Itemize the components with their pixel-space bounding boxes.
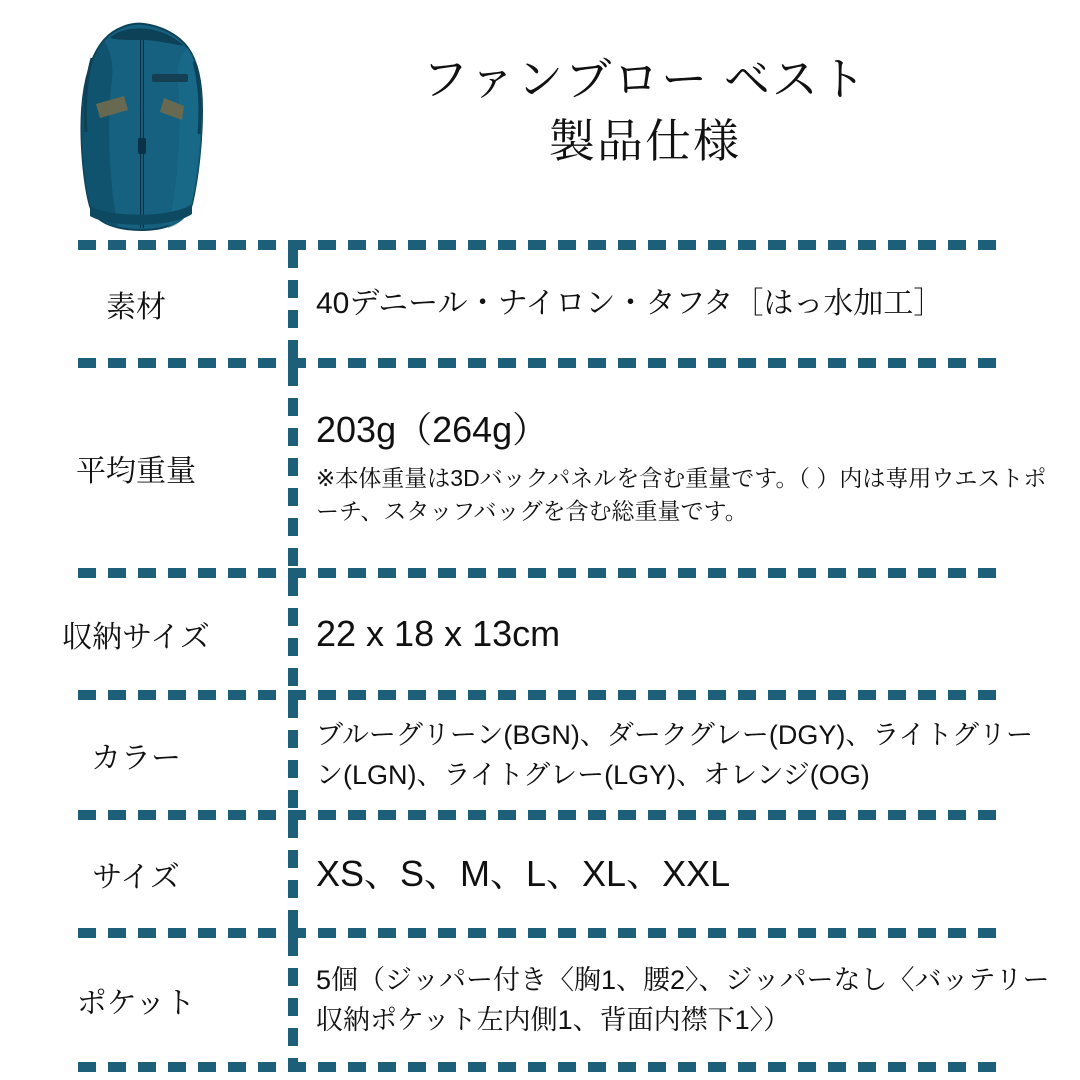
spec-value-average-weight-note: ※本体重量は3Dバックパネルを含む重量です。（ ）内は専用ウエストポーチ、スタッフバッグを含む総重量です。 [316, 465, 1047, 525]
spec-label-color: カラー [91, 742, 181, 775]
spec-value-average-weight-text: 203g（264g） [316, 409, 549, 451]
spec-value-sizes [290, 851, 1080, 898]
table-divider [78, 1062, 1002, 1072]
table-divider [78, 690, 1002, 700]
spec-value-pockets-text: 5個（ジッパー付き〈胸1、腰2〉、ジッパーなし〈バッテリー収納ポケット左内側1、背面内襟下1〉） [316, 964, 1050, 1035]
column-separator [288, 578, 298, 690]
spec-label-packed-size: 収納サイズ [62, 621, 210, 654]
spec-value-material [290, 284, 1080, 325]
spec-label-sizes: サイズ [92, 861, 180, 894]
spec-label-average-weight: 平均重量 [76, 455, 196, 488]
spec-value-pockets [290, 960, 1080, 1041]
column-separator [288, 250, 298, 358]
table-divider [78, 568, 1002, 578]
column-separator [288, 938, 298, 1062]
column-separator [288, 820, 298, 928]
column-separator [288, 368, 298, 568]
product-photo-vest [52, 18, 232, 236]
table-divider [78, 810, 1002, 820]
spec-value-packed-size [290, 611, 1080, 658]
page-title-line2: 製品仕様 [549, 115, 741, 168]
vest-illustration-icon [52, 18, 232, 236]
spec-value-color [290, 715, 1080, 796]
spec-label-material: 素材 [106, 291, 166, 324]
spec-label-pockets: ポケット [76, 987, 196, 1020]
spec-row-pockets [0, 938, 1080, 1062]
spec-value-color-text: ブルーグリーン(BGN)、ダークグレー(DGY)、ライトグリーン(LGN)、ライトグレー(LGY)、オレンジ(OG) [316, 719, 1034, 790]
spec-row-average-weight [0, 368, 1080, 568]
page-title-line1: ファンブロー ベスト [422, 53, 868, 105]
spec-table [0, 240, 1080, 1072]
page-title [250, 48, 1040, 172]
spec-value-material-text: 40デニール・ナイロン・タフタ［はっ水加工］ [316, 286, 944, 320]
header [0, 0, 1080, 240]
spec-row-material [0, 250, 1080, 358]
spec-row-color [0, 700, 1080, 810]
spec-row-packed-size [0, 578, 1080, 690]
column-separator [288, 700, 298, 810]
spec-value-packed-size-text: 22 x 18 x 13cm [316, 612, 561, 654]
table-divider [78, 928, 1002, 938]
table-divider [78, 358, 1002, 368]
table-divider [78, 240, 1002, 250]
spec-value-sizes-text: XS、S、M、L、XL、XXL [316, 852, 731, 894]
spec-value-average-weight [290, 407, 1080, 528]
spec-row-sizes [0, 820, 1080, 928]
